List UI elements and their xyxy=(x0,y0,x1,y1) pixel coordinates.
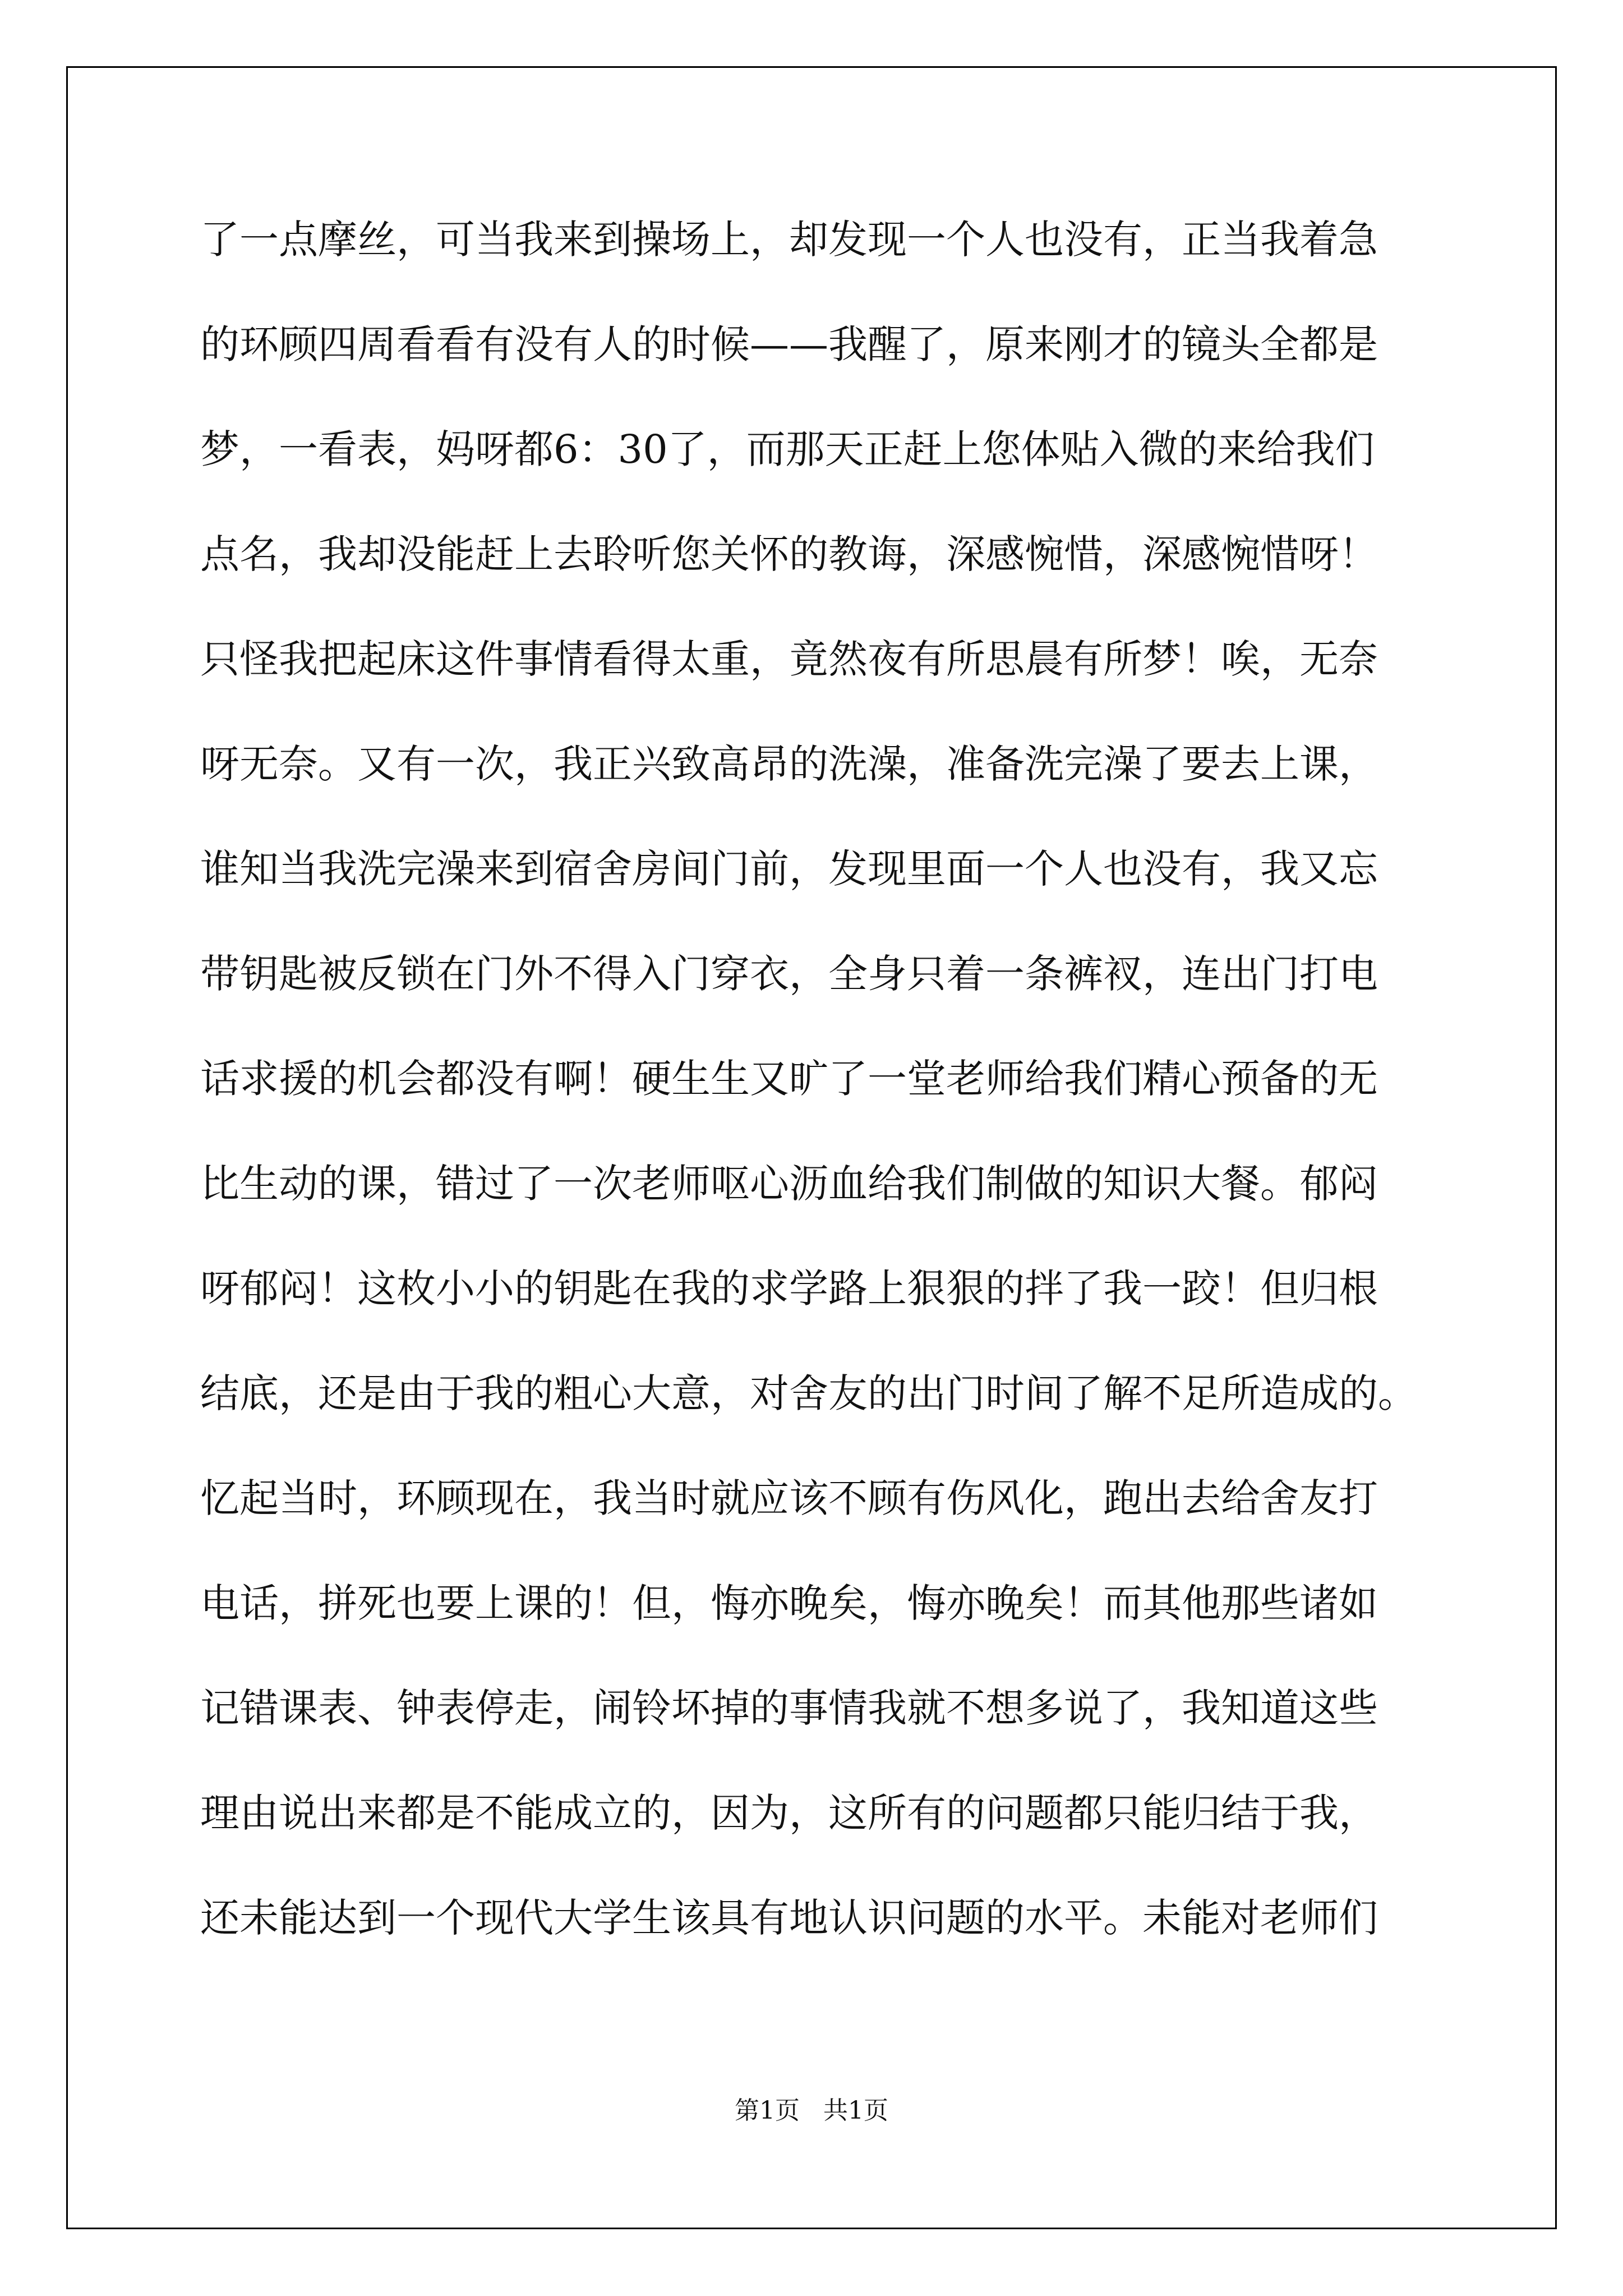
text-line: 记错课表、钟表停走，闹铃坏掉的事情我就不想多说了，我知道这些 xyxy=(200,1685,1378,1731)
text-line: 比生动的课，错过了一次老师呕心沥血给我们制做的知识大餐。郁闷 xyxy=(200,1161,1378,1207)
text-line: 梦，一看表，妈呀都6：30了，而那天正赶上您体贴入微的来给我们 xyxy=(200,426,1375,472)
text-line: 忆起当时，环顾现在，我当时就应该不顾有伤风化，跑出去给舍友打 xyxy=(200,1475,1378,1521)
text-line: 呀郁闷！这枚小小的钥匙在我的求学路上狠狠的拌了我一跤！但归根 xyxy=(200,1266,1378,1312)
text-line: 带钥匙被反锁在门外不得入门穿衣，全身只着一条裤衩，连出门打电 xyxy=(200,951,1378,997)
page-total: 共1页 xyxy=(823,2096,888,2125)
text-line: 只怪我把起床这件事情看得太重，竟然夜有所思晨有所梦！唉，无奈 xyxy=(200,636,1378,682)
text-line: 谁知当我洗完澡来到宿舍房间门前，发现里面一个人也没有，我又忘 xyxy=(200,846,1378,892)
text-line: 的环顾四周看看有没有人的时候——我醒了，原来刚才的镜头全都是 xyxy=(200,321,1378,367)
text-line: 了一点摩丝，可当我来到操场上，却发现一个人也没有，正当我着急 xyxy=(200,217,1378,263)
text-line: 点名，我却没能赶上去聆听您关怀的教诲，深感惋惜，深感惋惜呀！ xyxy=(200,531,1378,577)
page-footer xyxy=(0,2090,1623,2126)
text-line: 还未能达到一个现代大学生该具有地认识问题的水平。未能对老师们 xyxy=(200,1895,1378,1941)
text-line: 话求援的机会都没有啊！硬生生又旷了一堂老师给我们精心预备的无 xyxy=(200,1056,1378,1102)
body-text xyxy=(200,217,1434,2003)
text-line: 理由说出来都是不能成立的，因为，这所有的问题都只能归结于我， xyxy=(200,1790,1378,1836)
text-line: 呀无奈。又有一次，我正兴致高昂的洗澡，准备洗完澡了要去上课， xyxy=(200,741,1378,787)
text-line: 电话，拼死也要上课的！但，悔亦晚矣，悔亦晚矣！而其他那些诸如 xyxy=(200,1580,1378,1626)
text-line: 结底，还是由于我的粗心大意，对舍友的出门时间了解不足所造成的。 xyxy=(200,1370,1417,1416)
page-number: 第1页 xyxy=(735,2096,800,2125)
